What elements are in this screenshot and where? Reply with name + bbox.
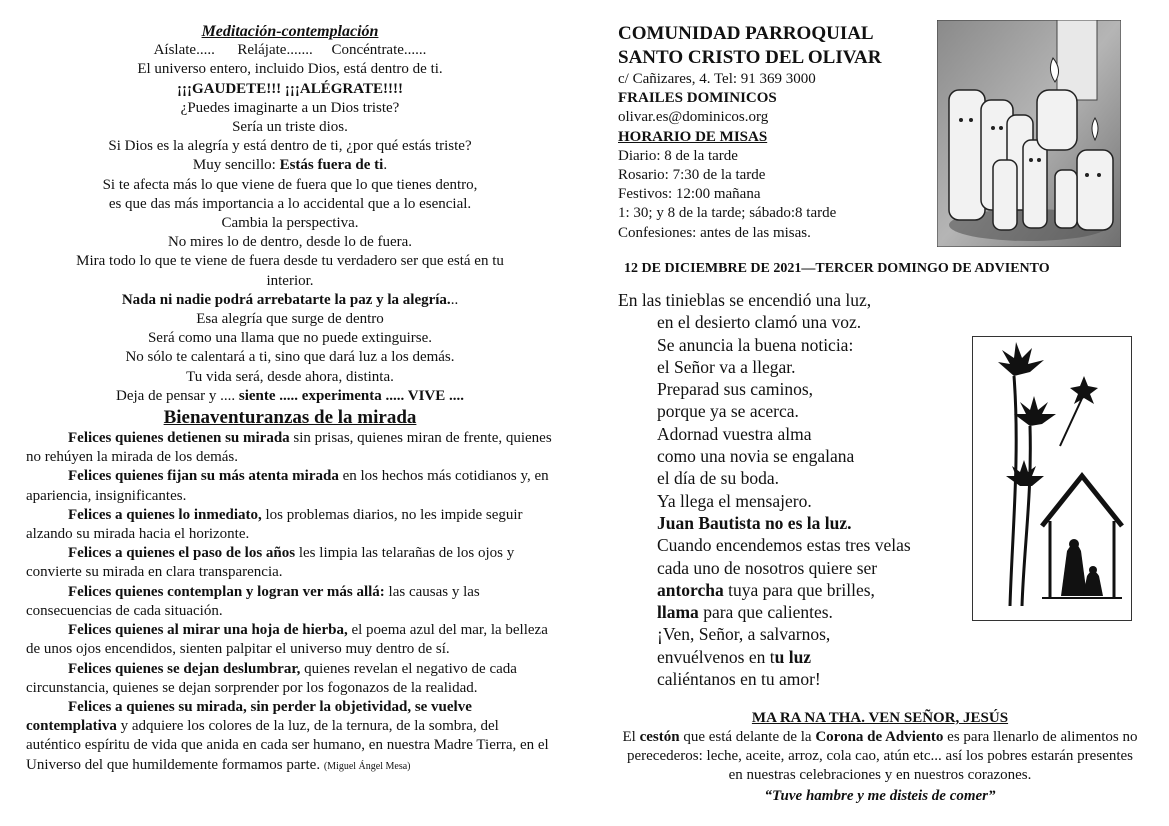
text: les limpia las telarañas de los ojos y convierte su mirada en clara transparencia.: [26, 545, 515, 581]
nativity-illustration: [972, 336, 1132, 621]
poem-line: Adornad vuestra alma: [657, 423, 812, 444]
poem-line: el Señor va a llegar.: [657, 356, 796, 377]
text: las causas y las consecuencias de cada situación.: [26, 583, 480, 619]
poem-line: caliéntanos en tu amor!: [657, 669, 821, 690]
bold-text: Felices quienes fijan su más atenta mirada: [68, 468, 339, 485]
mass-time: Confesiones: antes de las misas.: [618, 224, 811, 241]
beatitude-paragraph: [26, 506, 554, 544]
meditation-line: Mira todo lo que te viene de fuera desde tu verdadero ser que está en tu interior.: [76, 253, 504, 289]
parish-address: c/ Cañizares, 4. Tel: 91 369 3000: [618, 71, 816, 87]
mass-time: Diario: 8 de la tarde: [618, 147, 738, 164]
poem-line: ¡Ven, Señor, a salvarnos,: [657, 624, 831, 645]
text: los problemas diarios, no les impide seguir alzando su mirada hacia el horizonte.: [26, 506, 523, 543]
footer-text: [620, 728, 1140, 785]
meditation-line: Aíslate..... Relájate....... Concéntrate......: [153, 42, 427, 59]
meditation-line: Si Dios es la alegría y está dentro de ti, ¿por qué estás triste?: [108, 138, 472, 155]
parish-name: COMUNIDAD PARROQUIAL: [618, 23, 874, 44]
poem-line: Juan Bautista no es la luz.: [657, 512, 852, 533]
poem-line: como una novia se engalana: [657, 446, 855, 467]
beatitude-paragraph: [26, 698, 554, 776]
meditation-line: es que das más importancia a lo accidental que a lo esencial.: [108, 195, 472, 212]
footer-quote: “Tuve hambre y me disteis de comer”: [764, 788, 996, 804]
beatitude-paragraph: [26, 467, 554, 505]
meditation-line: Cambia la perspectiva.: [221, 215, 359, 232]
meditation-line: Tu vida será, desde ahora, distinta.: [186, 368, 394, 385]
left-column: [26, 22, 554, 776]
bold-text: Nada ni nadie podrá arrebatarte la paz y la alegría.: [121, 291, 451, 308]
text: ..: [450, 291, 459, 308]
bold-text: cestón: [639, 729, 680, 745]
footer-section: [620, 709, 1140, 806]
text: en los hechos más cotidianos y, en apariencia, insignificantes.: [26, 468, 549, 504]
text: para que calientes.: [698, 602, 833, 623]
meditation-line: Sería un triste dios.: [232, 119, 348, 136]
meditation-line: No mires lo de dentro, desde lo de fuera.: [167, 234, 413, 251]
text: Muy sencillo:: [192, 157, 280, 174]
poem-line: cada uno de nosotros quiere ser: [657, 557, 878, 578]
bold-text: Estás fuera de ti: [279, 157, 384, 174]
text: tuya para que brilles,: [723, 579, 875, 600]
bold-text: u luz: [774, 646, 812, 667]
meditation-line: ¿Puedes imaginarte a un Dios triste?: [180, 99, 400, 116]
meditation-line: Esa alegría que surge de dentro: [196, 311, 384, 328]
meditation-line: Si te afecta más lo que viene de fuera que lo que tienes dentro,: [102, 176, 478, 193]
date-line: 12 DE DICIEMBRE DE 2021—TERCER DOMINGO DE ADVIENTO: [624, 261, 1050, 276]
poem-line: [618, 601, 911, 623]
mass-time: Rosario: 7:30 de la tarde: [618, 167, 766, 184]
poem-line: el día de su boda.: [657, 468, 779, 489]
beatitude-paragraph: [26, 544, 554, 582]
masses-title: HORARIO DE MISAS: [618, 128, 768, 145]
text: .: [383, 157, 388, 174]
meditation-line: [26, 387, 554, 406]
poem-line: Se anuncia la buena noticia:: [657, 334, 854, 355]
mass-time: Festivos: 12:00 mañana: [618, 186, 761, 203]
text: envuélvenos en t: [657, 646, 775, 667]
poem-line: [618, 646, 911, 668]
text: sin prisas, quienes miran de frente, quienes no rehúyen la mirada de los demás.: [26, 430, 552, 466]
meditation-line: ¡¡¡GAUDETE!!! ¡¡¡ALÉGRATE!!!!: [177, 80, 403, 97]
text: es para llenarlo de alimentos no perecederos: leche, aceite, arroz, cola cao, atún etc... así los pobres estarán presentes en nuestras celebraciones y en nuestros corazones.: [627, 729, 1138, 783]
beatitude-paragraph: [26, 660, 554, 698]
text: El: [622, 729, 640, 745]
bold-text: Felices a quienes su mirada, sin perder la objetividad, se vuelve contemplativa: [26, 698, 472, 735]
bold-text: Felices quienes detienen su mirada: [68, 430, 290, 447]
beatitudes-title: Bienaventuranzas de la mirada: [163, 407, 417, 429]
text: el poema azul del mar, la belleza de unos ojos encendidos, sienten palpitar el universo muy dentro de sí.: [26, 622, 548, 658]
beatitude-paragraph: [26, 621, 554, 659]
meditation-line: [26, 291, 554, 310]
author-signature: (Miguel Ángel Mesa): [323, 760, 411, 772]
meditation-line: El universo entero, incluido Dios, está dentro de ti.: [137, 61, 443, 78]
poem-line: en el desierto clamó una voz.: [657, 312, 862, 333]
text: que está delante de la: [679, 729, 816, 745]
meditation-title: Meditación-contemplación: [201, 23, 379, 40]
beatitude-paragraph: [26, 429, 554, 467]
candles-illustration: [937, 20, 1121, 247]
text: quienes revelan el negativo de cada circunstancia, quienes se dejan sorprender por los fogonazos de la realidad.: [26, 660, 517, 696]
poem-line: Cuando encendemos estas tres velas: [657, 535, 911, 556]
bold-text: llama: [657, 602, 699, 623]
footer-title: MA RA NA THA. VEN SEÑOR, JESÚS: [751, 710, 1009, 726]
bold-text: Felices a quienes el paso de los años: [68, 545, 296, 562]
beatitude-paragraph: [26, 583, 554, 621]
parish-name: SANTO CRISTO DEL OLIVAR: [618, 47, 882, 68]
poem-line: En las tinieblas se encendió una luz,: [618, 290, 872, 310]
parish-order: FRAILES DOMINICOS: [618, 90, 777, 107]
bold-text: Felices a quienes lo inmediato,: [68, 506, 262, 523]
advent-poem: [618, 289, 911, 690]
meditation-line: Será como una llama que no puede extinguirse.: [147, 330, 433, 347]
poem-line: Ya llega el mensajero.: [657, 490, 812, 511]
poem-line: porque ya se acerca.: [657, 401, 799, 422]
bold-text: siente ..... experimenta ..... VIVE ....: [238, 387, 464, 404]
bold-text: antorcha: [657, 579, 724, 600]
bold-text: Felices quienes se dejan deslumbrar,: [68, 660, 301, 677]
meditation-line: [26, 156, 554, 175]
text: Deja de pensar y ....: [116, 387, 239, 404]
poem-line: Preparad sus caminos,: [657, 379, 814, 400]
bold-text: Felices quienes contemplan y logran ver más allá:: [68, 583, 385, 600]
poem-line: [618, 579, 911, 601]
bold-text: Corona de Adviento: [815, 729, 944, 745]
text: y adquiere los colores de la luz, de la ternura, de la sombra, del auténtico espíritu de vida que anida en cada ser humano, en nuestra Madre Tierra, en el Universo del que humildemente formamos parte.: [26, 718, 549, 773]
mass-time: 1: 30; y 8 de la tarde; sábado:8 tarde: [618, 205, 837, 222]
parish-email: olivar.es@dominicos.org: [618, 109, 769, 126]
meditation-line: No sólo te calentará a ti, sino que dará luz a los demás.: [125, 349, 455, 366]
bold-text: Felices quienes al mirar una hoja de hierba,: [68, 622, 348, 639]
